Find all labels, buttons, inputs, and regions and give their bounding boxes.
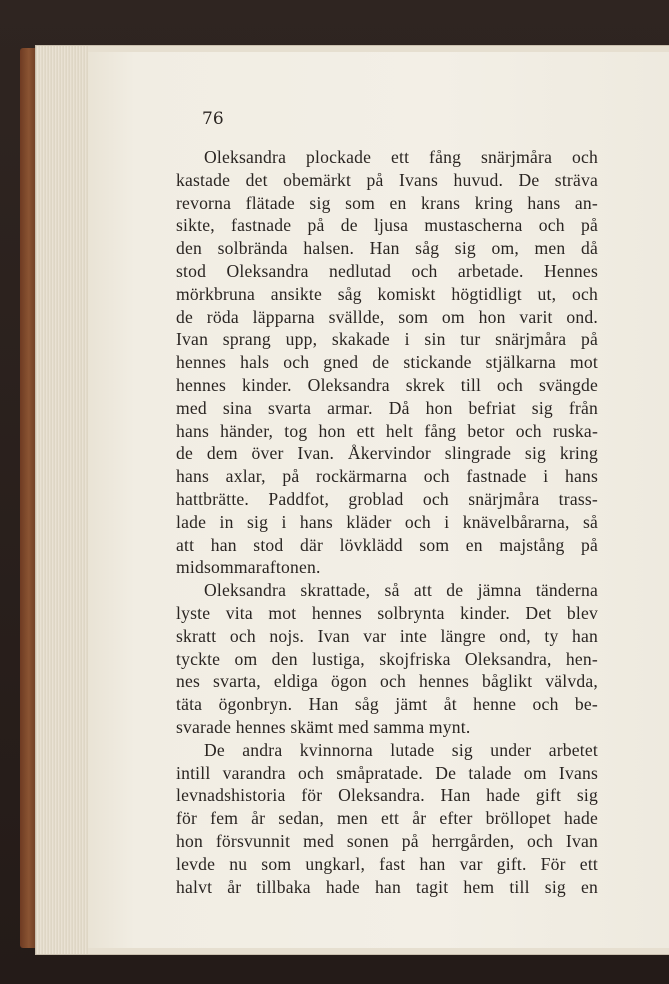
text-line: levnadshistoria för Oleksandra. Han hade gift sig [176,785,598,806]
text-line: lyste vita mot hennes solbrynta kinder. Det blev [176,602,598,623]
page-number: 76 [202,109,224,129]
text-line: revorna flätade sig som en krans kring hans an- [176,192,598,213]
text-line: sikte, fastnade på de ljusa mustascherna och på [176,215,598,236]
body-text [176,146,598,898]
text-line: hon försvunnit med sonen på herrgården, och Ivan [176,830,598,851]
text-line: hennes hals och gned de stickande stjälkarna mot [176,352,598,373]
text-line: Ivan sprang upp, skakade i sin tur snärjmåra på [176,329,598,350]
text-line: stod Oleksandra nedlutad och arbetade. Hennes [176,260,598,281]
text-line: lade in sig i hans kläder och i knävelbårarna, så [176,511,598,532]
text-line: hans händer, tog hon ett helt fång betor och ruska- [176,420,598,441]
text-line: de dem över Ivan. Åkervindor slingrade sig kring [176,443,598,464]
text-line: hennes kinder. Oleksandra skrek till och svängde [176,374,598,395]
text-line: levde nu som ungkarl, fast han var gift. För ett [176,853,598,874]
text-line: halvt år tillbaka hade han tagit hem till sig en [176,876,598,897]
text-line: täta ögonbryn. Han såg jämt åt henne och be- [176,694,598,715]
text-line: hattbrätte. Paddfot, groblad och snärjmåra trass- [176,488,598,509]
text-line: Oleksandra skrattade, så att de jämna tänderna [204,580,598,601]
text-line: de röda läpparna svällde, som om hon varit ond. [176,306,598,327]
text-line: kastade det obemärkt på Ivans huvud. De sträva [176,169,598,190]
text-line: skratt och nojs. Ivan var inte längre ond, ty han [176,625,598,646]
text-line: mörkbruna ansikte såg komiskt högtidligt ut, och [176,283,598,304]
text-line: den solbrända halsen. Han såg sig om, men då [176,238,598,259]
text-line: hans axlar, på rockärmarna och fastnade i hans [176,466,598,487]
text-line: med sina svarta armar. Då hon befriat sig från [176,397,598,418]
text-line: att han stod där lövklädd som en majstång på [176,534,598,555]
text-line: midsommaraftonen. [176,557,321,578]
text-line: svarade hennes skämt med samma mynt. [176,716,471,737]
text-line: för fem år sedan, men ett år efter bröllopet hade [176,808,598,829]
text-line: Oleksandra plockade ett fång snärjmåra och [204,147,598,167]
text-line: intill varandra och småpratade. De talade om Ivans [176,762,598,783]
text-line: nes svarta, eldiga ögon och hennes båglikt välvda, [176,671,598,692]
text-line: tyckte om den lustiga, skojfriska Oleksandra, hen- [176,648,598,669]
text-line: De andra kvinnorna lutade sig under arbetet [204,739,598,760]
